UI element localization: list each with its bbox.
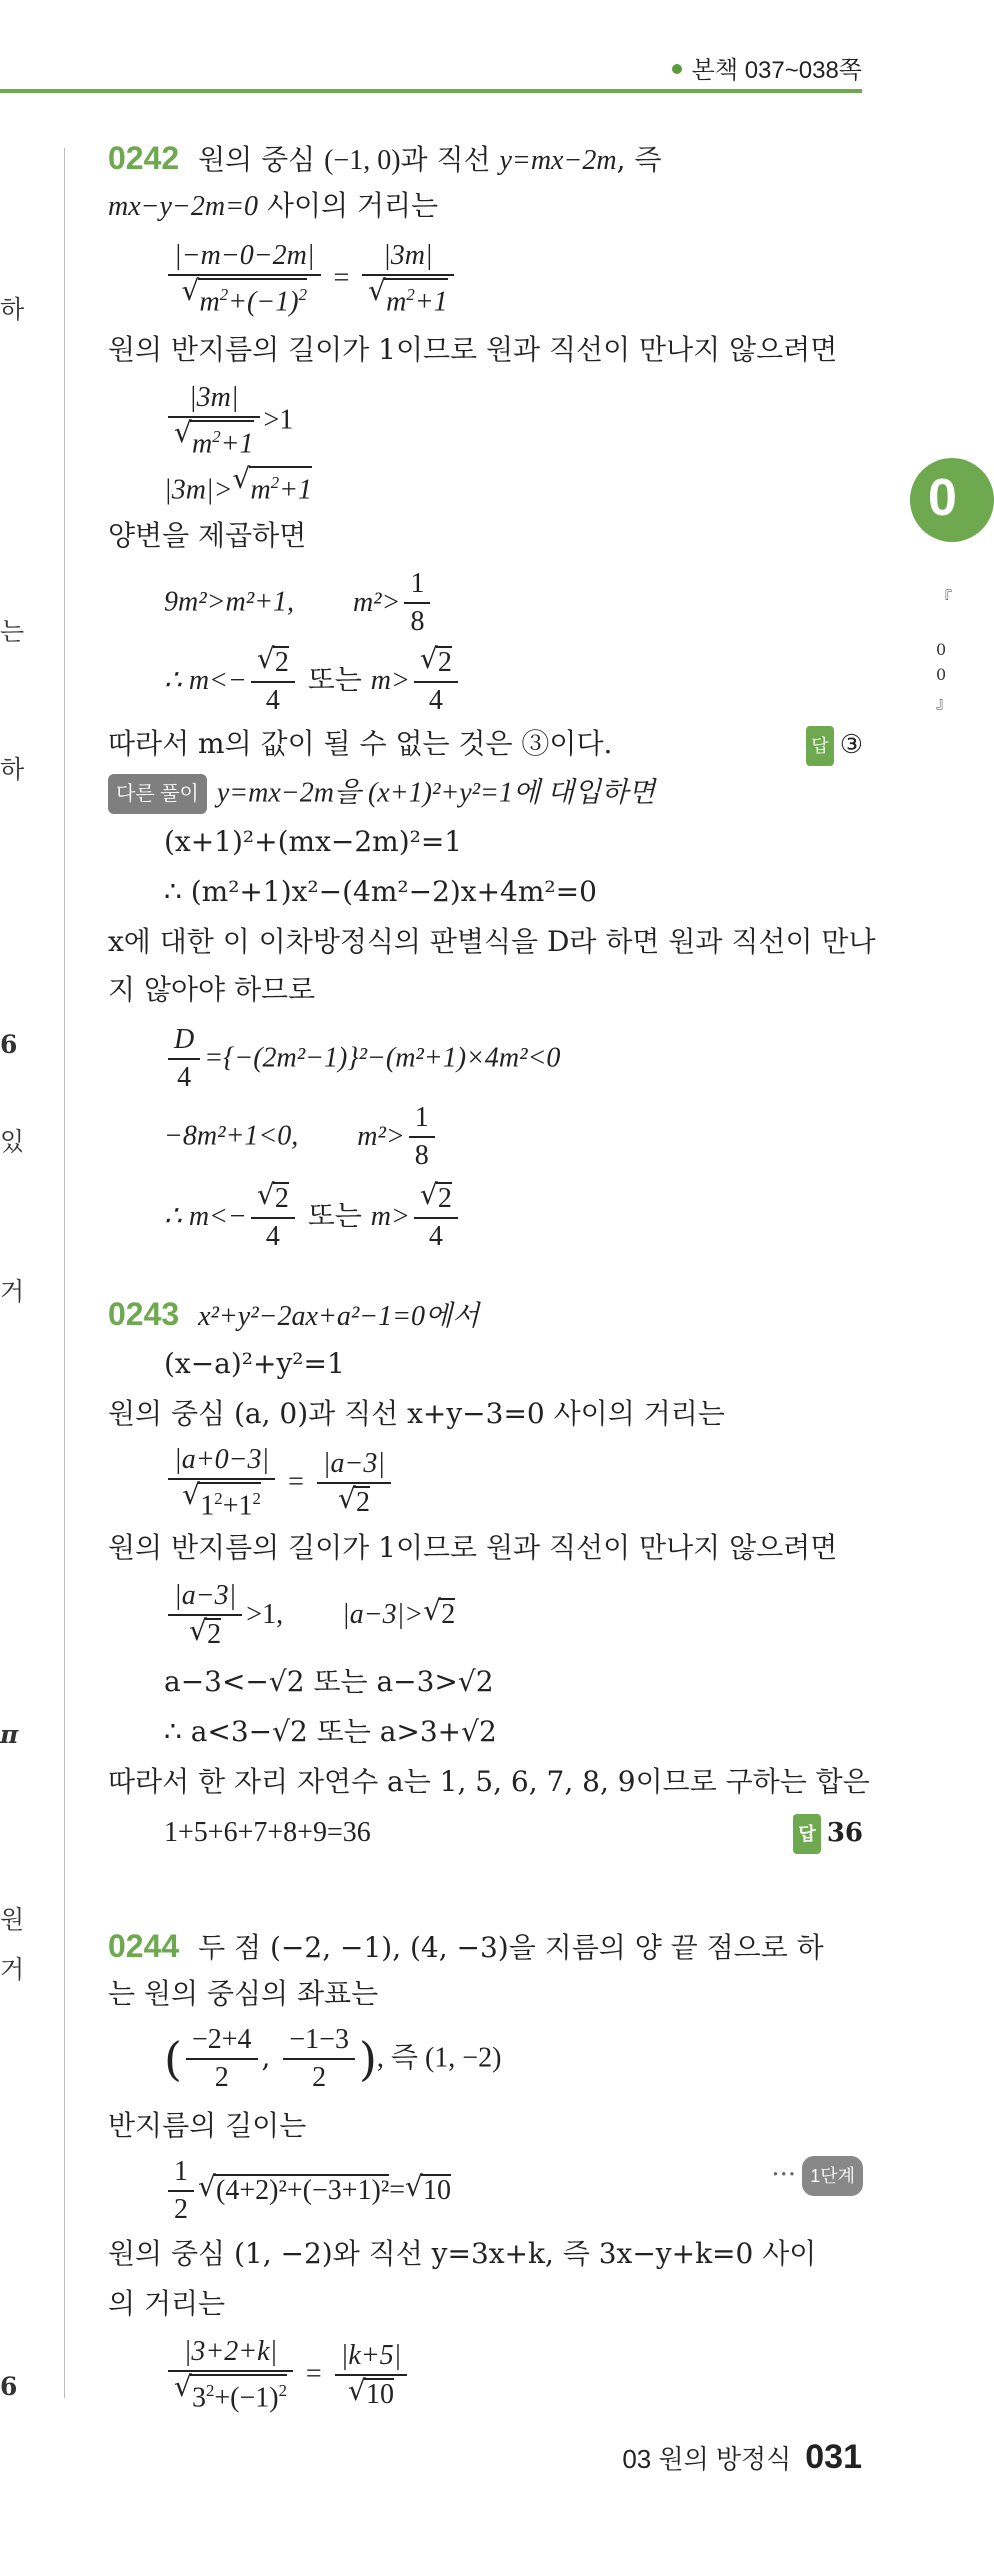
math: ={−(2m²−1)}²−(m²+1)×4m²<0 xyxy=(204,1042,561,1074)
fraction: √ $\frac{2}{4}$ xyxy=(251,1182,295,1253)
reference-text: 본책 037~038쪽 xyxy=(691,57,862,84)
numerator: −2+4 xyxy=(186,2024,258,2060)
math: >1 xyxy=(263,404,294,436)
text-line: 반지름의 길이는 xyxy=(108,2109,307,2142)
fraction: √ $\frac{2}{4}$ xyxy=(251,646,295,717)
math-line: ∴ (m²+1)x²−(4m²−2)x+4m²=0 xyxy=(164,875,597,908)
text: 원의 중심 xyxy=(198,143,316,176)
chapter-tab-digit: 0 xyxy=(928,469,957,527)
math: , 즉 (1, −2) xyxy=(376,2042,502,2074)
math-line xyxy=(164,1444,395,1522)
text: 사이의 거리는 xyxy=(266,189,439,222)
math-line: ( $\frac{-2+4}{2}$ , $\frac{-1-3}{2}$ ), 즉 (1, −2) xyxy=(164,2024,502,2093)
fraction: √ $\frac{2}{4}$ xyxy=(414,646,458,717)
left-fragment: 거 xyxy=(0,1955,25,1984)
left-fragment: 는 xyxy=(0,617,25,646)
math: 9m²>m²+1, xyxy=(164,586,295,618)
text: 두 점 (−2, −1), (4, −3)을 지름의 양 끝 점으로 하 xyxy=(198,1931,824,1964)
left-fragment: 하 xyxy=(0,295,25,324)
text-line: 따라서 한 자리 자연수 a는 1, 5, 6, 7, 8, 9이므로 구하는 합은 xyxy=(108,1765,870,1798)
fraction: |a−3| √ 2 xyxy=(317,1448,391,1519)
left-fragment: 원 xyxy=(0,1905,25,1934)
answer-badge: 답 xyxy=(793,1814,820,1854)
problem-0243-header xyxy=(108,1296,479,1335)
math: m> xyxy=(370,665,410,696)
left-fragment: 거 xyxy=(0,1277,25,1306)
fraction: $\frac{-2+4}{2}$ xyxy=(186,2024,258,2094)
problem-number: 0242 xyxy=(108,140,180,176)
text-line: 원의 중심 (a, 0)과 직선 x+y−3=0 사이의 거리는 xyxy=(108,1397,725,1430)
math-line xyxy=(164,1102,439,1172)
fraction xyxy=(168,240,321,318)
fraction: $\frac{1}{8}$ xyxy=(404,568,430,638)
fraction: $\frac{1}{8}$ xyxy=(409,1102,435,1172)
math-line xyxy=(164,382,293,460)
problem-0244-header xyxy=(108,1928,824,1966)
sqrt: √ (4+2)²+(−3+1)² xyxy=(214,2174,389,2206)
math: y=mx−2m xyxy=(499,145,617,176)
conclusion-line xyxy=(108,726,863,762)
reference-label xyxy=(672,50,862,85)
math: ∴ m<− xyxy=(164,665,247,696)
numerator: |3m| xyxy=(362,240,454,276)
fraction: |3+2+k| √ $3^2+(-1)^2$ xyxy=(168,2336,293,2414)
text-line: 원의 중심 (1, −2)와 직선 y=3x+k, 즉 3x−y+k=0 사이 xyxy=(108,2237,817,2270)
tab-char: 0 xyxy=(936,640,947,659)
math-line xyxy=(164,1024,560,1094)
math-line xyxy=(164,646,462,717)
left-fragment: 하 xyxy=(0,755,25,784)
header-rule xyxy=(0,89,862,93)
text-line: 는 원의 중심의 좌표는 xyxy=(108,1977,379,2010)
math-line: ∴ a<3−√2 또는 a>3+√2 xyxy=(164,1715,497,1748)
math-line: (x+1)²+(mx−2m)²=1 xyxy=(164,825,463,858)
text: , 즉 xyxy=(616,143,662,176)
text-line: x에 대한 이 이차방정식의 판별식을 D라 하면 원과 직선이 만나 xyxy=(108,925,876,958)
tab-char: 0 xyxy=(936,665,947,684)
math: >1, xyxy=(246,1599,284,1630)
math-line xyxy=(164,466,312,508)
math-line xyxy=(164,2336,411,2414)
page-header xyxy=(0,0,952,95)
page-footer xyxy=(622,2438,862,2477)
math: m> xyxy=(370,1201,410,1232)
fraction xyxy=(168,382,260,460)
paren: ) xyxy=(358,2032,377,2086)
numerator: |3m| xyxy=(168,382,260,418)
tab-char: 『 xyxy=(936,588,953,607)
numerator: |a+0−3| xyxy=(168,1444,275,1480)
paren: ( xyxy=(164,2032,182,2086)
math-line xyxy=(164,1182,462,1253)
math: m²> xyxy=(352,586,401,618)
math: x²+y²−2ax+a²−1=0에서 xyxy=(198,1301,480,1332)
sqrt: √ 2 xyxy=(439,1598,455,1630)
math: 1+5+6+7+8+9=36 xyxy=(164,1817,371,1848)
fraction: √ $\frac{2}{4}$ xyxy=(414,1182,458,1253)
math: = xyxy=(288,1466,304,1498)
column-divider xyxy=(64,148,65,2398)
sqrt: √ $m^2+1$ xyxy=(190,420,254,459)
numerator: |a−3| xyxy=(168,1580,242,1616)
answer-badge: 답 xyxy=(806,726,833,766)
fraction: $\frac{-1-3}{2}$ xyxy=(283,2024,355,2094)
answer-value: ③ xyxy=(839,730,863,760)
math: = xyxy=(389,2174,406,2206)
math: m²> xyxy=(357,1120,405,1152)
step-badge: 1단계 xyxy=(802,2156,863,2196)
numerator: |a−3| xyxy=(317,1448,391,1484)
sqrt: √ $m^2+1$ xyxy=(384,278,448,317)
page-number: 031 xyxy=(805,2438,862,2476)
answer-value: 36 xyxy=(826,1818,863,1848)
math: y=mx−2m을 (x+1)²+y²=1에 대입하면 xyxy=(216,777,656,809)
chapter-tab xyxy=(910,458,994,542)
left-fragment: π xyxy=(0,1720,19,1749)
left-fragment: 6 xyxy=(0,2372,18,2401)
math-line xyxy=(164,1580,455,1651)
text: 과 직선 xyxy=(400,143,491,176)
math: (−1, 0) xyxy=(324,145,401,176)
math: |a−3|> xyxy=(342,1599,424,1630)
math-line: a−3<−√2 또는 a−3>√2 xyxy=(164,1665,494,1698)
text-line xyxy=(108,188,438,225)
fraction: |a−3| √ 2 xyxy=(168,1580,242,1651)
numerator: −1−3 xyxy=(283,2024,355,2060)
text-line: 의 거리는 xyxy=(108,2287,226,2320)
math: −8m²+1<0, xyxy=(164,1120,299,1152)
math-line xyxy=(164,240,458,318)
answer xyxy=(806,726,863,766)
fraction: $\frac{D}{4}$ xyxy=(168,1024,200,1094)
sqrt: √ $m^2+(-1)^2$ xyxy=(198,278,307,317)
text: 또는 xyxy=(307,1199,362,1232)
alt-solution-line xyxy=(108,774,655,814)
text: 또는 xyxy=(307,663,362,696)
tab-char: 』 xyxy=(936,693,953,712)
alt-solution-tag: 다른 풀이 xyxy=(108,774,207,814)
math-line: (x−a)²+y²=1 xyxy=(164,1347,345,1380)
fraction: |a+0−3| √ $1^2+1^2$ xyxy=(168,1444,275,1522)
math-line xyxy=(164,1814,863,1851)
chapter-label: 03 원의 방정식 xyxy=(622,2444,792,2474)
problem-0242-header xyxy=(108,140,661,179)
problem-number: 0244 xyxy=(108,1928,180,1964)
sqrt: √ 10 xyxy=(421,2174,451,2206)
math-line xyxy=(164,568,434,638)
problem-number: 0243 xyxy=(108,1296,180,1332)
bullet-icon xyxy=(672,64,682,74)
step-marker xyxy=(771,2156,863,2196)
math: = xyxy=(305,2358,322,2390)
math: = xyxy=(333,262,350,294)
text-line: 원의 반지름의 길이가 1이므로 원과 직선이 만나지 않으려면 xyxy=(108,333,838,366)
left-fragment: 있 xyxy=(0,1127,25,1156)
dots: ··· xyxy=(771,2160,797,2190)
left-fragment: 6 xyxy=(0,1030,18,1059)
numerator: |3+2+k| xyxy=(168,2336,293,2372)
sqrt: √ $m^2+1$ xyxy=(249,466,313,505)
numerator: |k+5| xyxy=(335,2340,408,2376)
text-line: 원의 반지름의 길이가 1이므로 원과 직선이 만나지 않으려면 xyxy=(108,1531,838,1564)
text-line: 지 않아야 하므로 xyxy=(108,973,316,1006)
fraction: $\frac{1}{2}$ xyxy=(168,2156,194,2226)
math: ∴ m<− xyxy=(164,1201,247,1232)
fraction: |k+5| √ 10 xyxy=(335,2340,408,2411)
math: |3m|> xyxy=(164,474,233,506)
text: 따라서 m의 값이 될 수 없는 것은 ③이다. xyxy=(108,727,613,760)
numerator: |−m−0−2m| xyxy=(168,240,321,276)
math-line xyxy=(164,2156,863,2226)
text-line: 양변을 제곱하면 xyxy=(108,519,307,552)
math: mx−y−2m=0 xyxy=(108,191,258,222)
fraction xyxy=(362,240,454,318)
answer xyxy=(793,1814,863,1854)
